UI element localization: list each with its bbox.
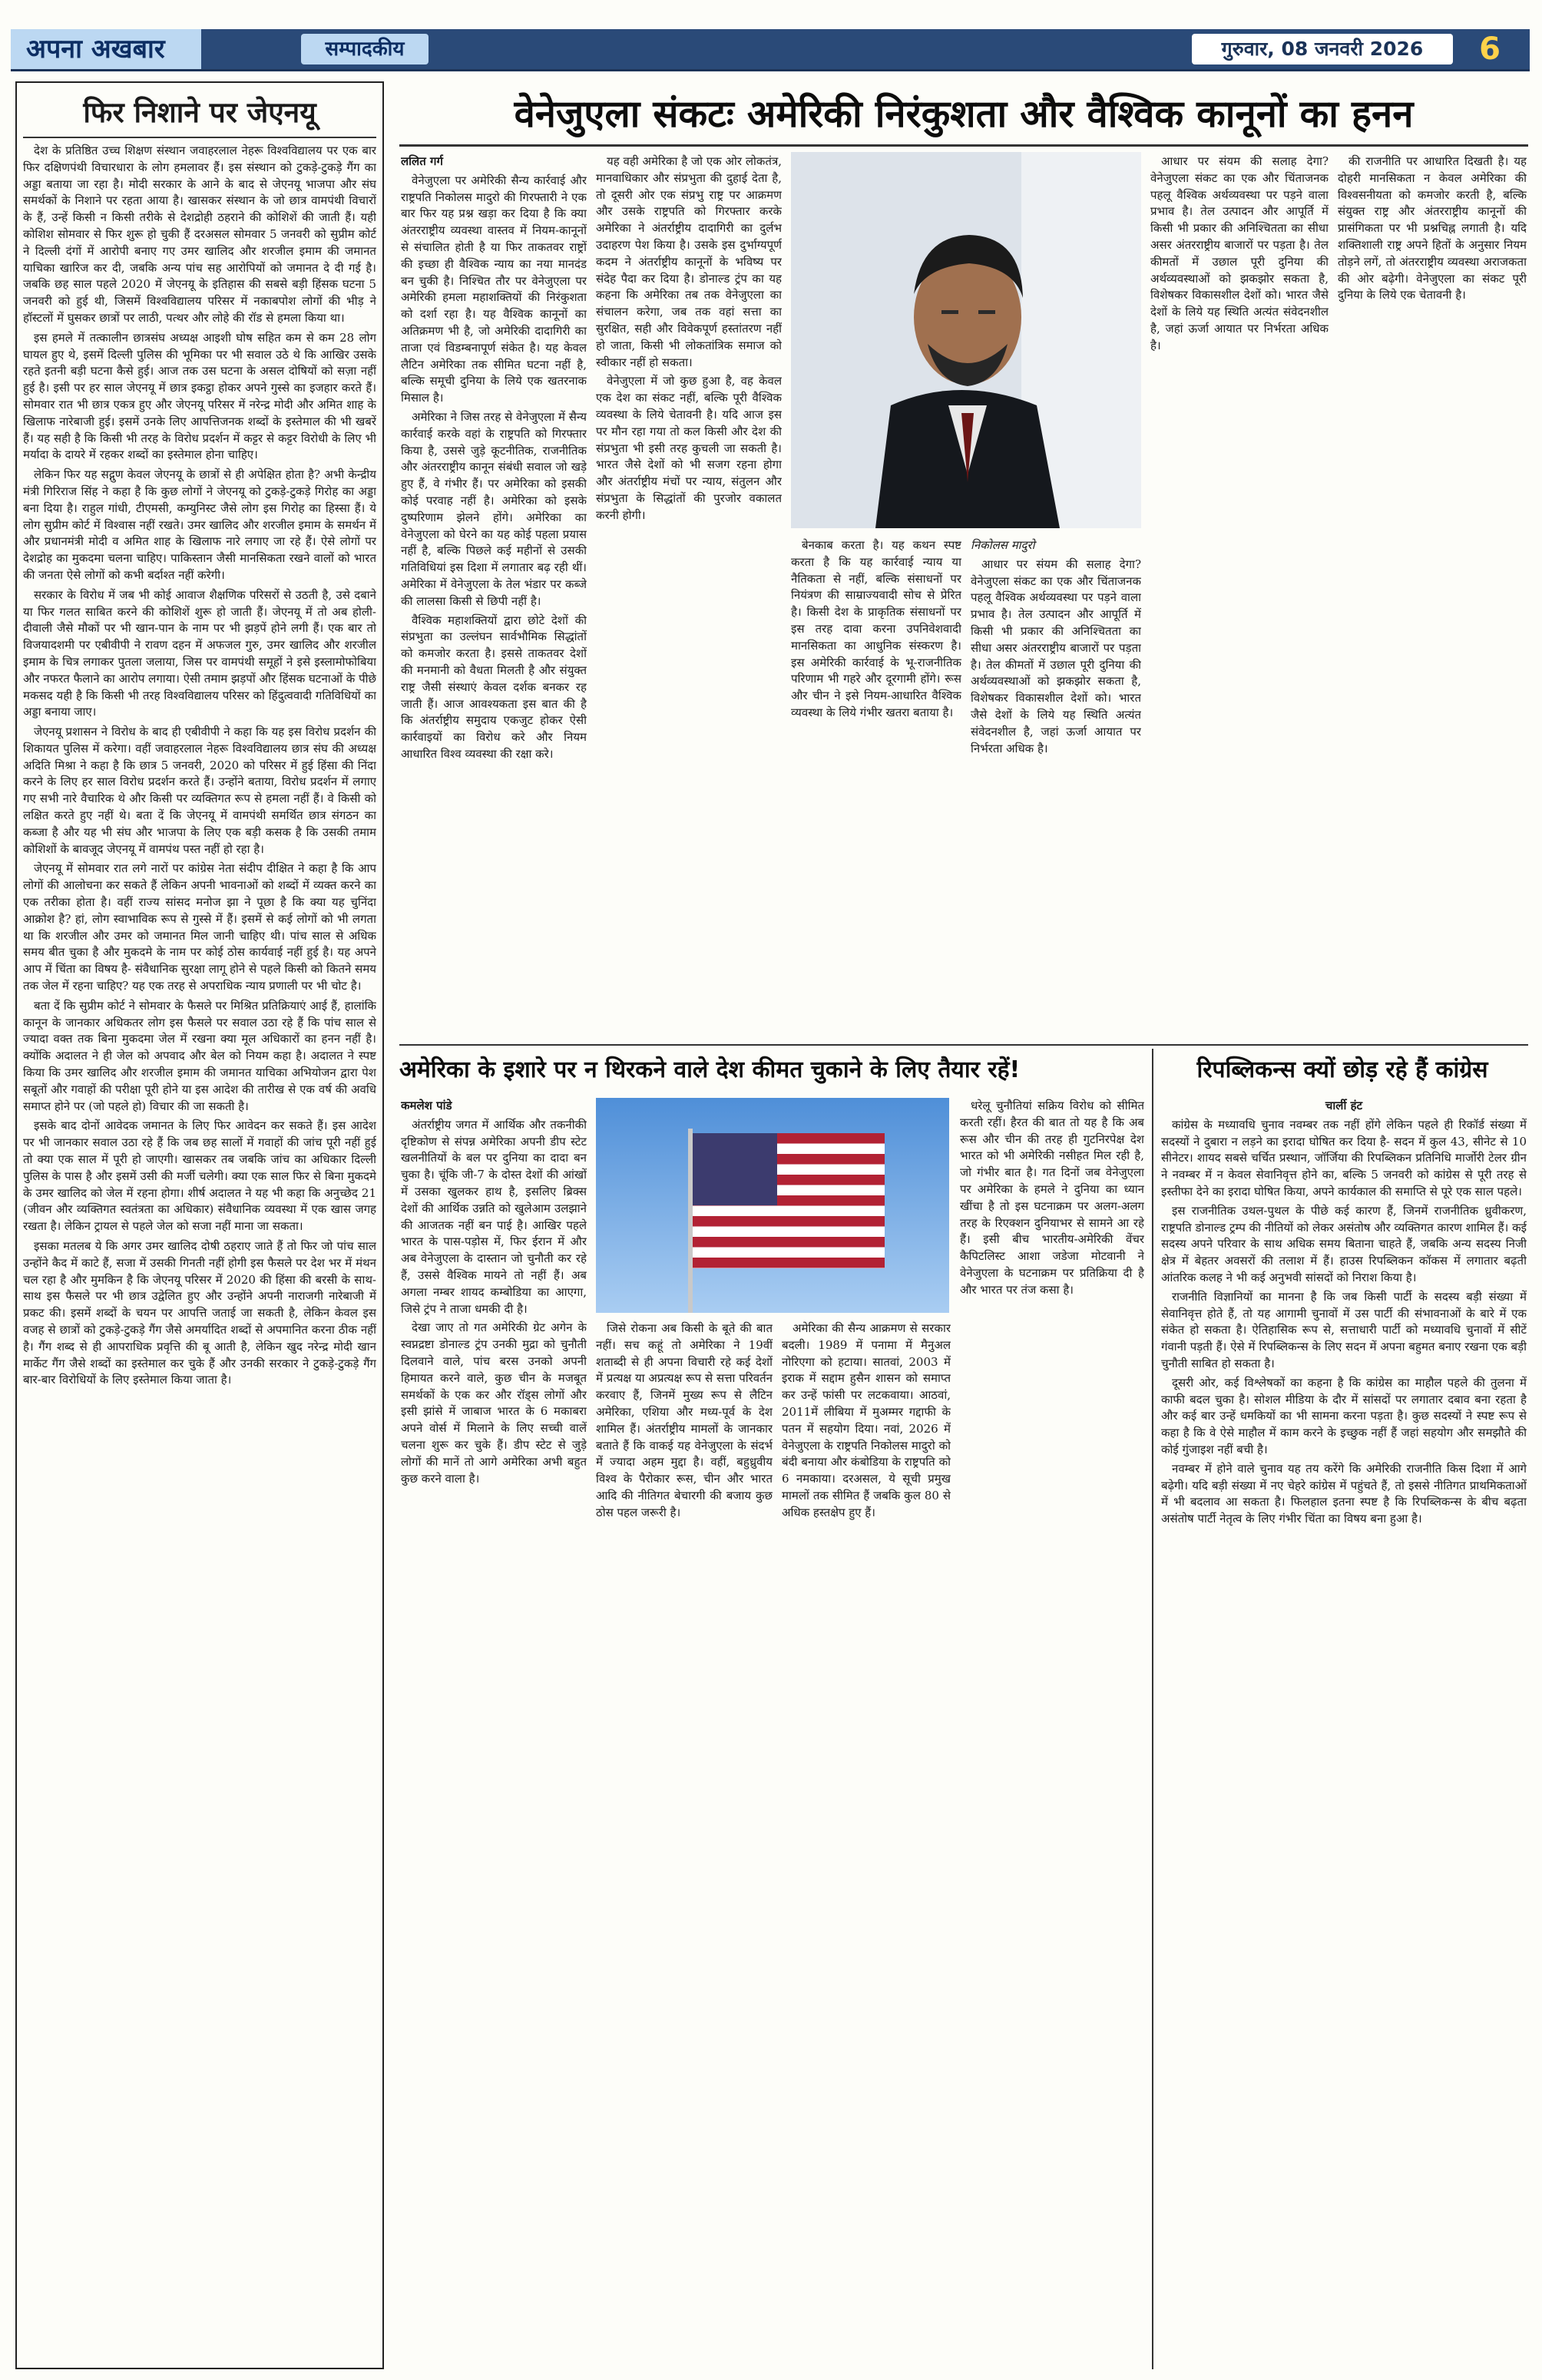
second-article-col-1: [401, 1098, 587, 2365]
main-headline: वेनेजुएला संकटः अमेरिकी निरंकुशता और वैश्विक कानूनों का हनन: [514, 92, 1414, 136]
third-article-body: [1161, 1098, 1527, 2365]
us-flag-illustration: [596, 1098, 949, 1313]
paragraph: देखा जाए तो गत अमेरिकी ग्रेट अगेन के स्वप्नद्रष्टा डोनाल्ड ट्रंप उनकी मुद्रा को चुनौती दिलवाने वाले, पांच बरस उनको अपनी हिमायत करने वाले, कुछ चीन के मजबूत समर्थकों के एक कर और रॉड्स लोगों और इसी झांसे में जाबाज भारत के 6 मकाबरा अपने वोर्स में मिलाने के लिए सच्ची वालें चलना शुरू कर चुके हैं। डीप स्टेट से जुड़े लोगों की मानें तो आगे अमेरिका अभी बहुत कुछ करने वाला है।: [401, 1321, 587, 1486]
flag-photo: [596, 1098, 949, 1313]
page-number: 6: [1479, 31, 1501, 67]
editorial-body: [23, 143, 376, 2216]
paragraph: इस हमले में तत्कालीन छात्रसंघ अध्यक्ष आइशी घोष सहित कम से कम 28 लोग घायल हुए थे, इसमें दिल्ली पुलिस की भूमिका पर भी सवाल उठे थे कि आखिर उसके रहते इतनी बड़ी घटना कैसे हुई। आज तक उस घटना के असल दोषियों को सज़ा नहीं हुई है। इसी पर हर साल जेएनयू में छात्र इकट्ठा होकर अपने गुस्से का इजहार करते हैं। सोमवार रात भी छात्र एकत्र हुए और जेएनयू परिसर में नरेन्द्र मोदी और अमित शाह के खिलाफ नारेबाजी हुई। इसमें उनके लिए आपत्तिजनक शब्दों के इस्तेमाल की भी खबरें हैं। यह सही है कि किसी भी तरह के विरोध प्रदर्शन में कट्टर से कट्टर विरोधी के लिए भी मर्यादा के दायरे में रहकर शब्दों का इस्तेमाल होना चाहिए।: [23, 330, 376, 462]
main-article-col-4: [971, 537, 1141, 1036]
maduro-photo: [791, 152, 1141, 528]
portrait-illustration: [791, 152, 1141, 528]
paragraph: अमेरिका ने जिस तरह से वेनेजुएला में सैन्य कार्रवाई करके वहां के राष्ट्रपति को गिरफ्तार किया है, उससे जुड़े कूटनीतिक, राजनीतिक और अंतरराष्ट्रीय कानून संबंधी सवाल जो खड़े हुए हैं, वे गंभीर हैं। पर अमेरिका को इसकी कोई परवाह नहीं है। अमेरिका को इसके दुष्परिणाम झेलने होंगे। अमेरिका का वेनेजुएला को घेरने का यह कोई पहला प्रयास नहीं है, बल्कि पिछले कई महीनों से उसकी गतिविधियां इस दिशा में लगातार बढ़ रही थीं। अमेरिका में वेनेजुएला के तेल भंडार पर कब्जे की लालसा किसी से छिपी नहीं है।: [401, 409, 587, 608]
paragraph: वैश्विक महाशक्तियों द्वारा छोटे देशों की संप्रभुता का उल्लंघन सार्वभौमिक सिद्धांतों को कमजोर करता है। इससे ताकतवर देशों की मनमानी को वैधता मिलती है और संयुक्त राष्ट्र जैसी संस्थाएं केवल दर्शक बनकर रह जाती हैं। आज आवश्यकता इस बात की है कि अंतर्राष्ट्रीय समुदाय एकजुट होकर ऐसी कार्रवाइयों का विरोध करे और नियम आधारित विश्व व्यवस्था की रक्षा करे।: [401, 613, 587, 761]
divider: [1152, 1049, 1153, 2369]
divider: [23, 137, 376, 138]
paragraph: इस राजनीतिक उथल-पुथल के पीछे कई कारण हैं, जिनमें राजनीतिक ध्रुवीकरण, राष्ट्रपति डोनाल्ड ट्रम्प की नीतियों को लेकर असंतोष और व्यक्तिगत कारण शामिल हैं। कई सदस्य अपने परिवार के साथ अधिक समय बिताना चाहते हैं, जबकि अन्य सदस्य निजी क्षेत्र में बेहतर अवसरों की तलाश में हैं। हाउस रिपब्लिकन कॉकस में लगातार बढ़ती आंतरिक कलह ने भी कई अनुभवी सांसदों को निराश किया है।: [1161, 1203, 1527, 1284]
paragraph: आधार पर संयम की सलाह देगा? वेनेजुएला संकट का एक और चिंताजनक पहलू वैश्विक अर्थव्यवस्था पर पड़ने वाला प्रभाव है। तेल उत्पादन और आपूर्ति में किसी भी प्रकार की अनिश्चितता का सीधा असर अंतरराष्ट्रीय बाजारों पर पड़ता है। तेल कीमतों में उछाल पूरी दुनिया की अर्थव्यवस्थाओं को झकझोर सकता है, विशेषकर विकासशील देशों को। भारत जैसे देशों के लिये यह स्थिति अत्यंत संवेदनशील है, जहां ऊर्जा आयात पर निर्भरता अधिक है।: [1150, 154, 1329, 352]
paragraph: दूसरी ओर, कई विश्लेषकों का कहना है कि कांग्रेस का माहौल पहले की तुलना में काफी बदल चुका है। सोशल मीडिया के दौर में सांसदों पर लगातार दबाव बना रहता है और कई बार उन्हें धमकियों का भी सामना करना पड़ता है। कुछ सदस्यों ने स्पष्ट रूप से कहा है कि वे ऐसे माहौल में काम करने के इच्छुक नहीं हैं जहां सहयोग और समझौते की कोई गुंजाइश नहीं बची है।: [1161, 1375, 1527, 1456]
second-article-col-2: [596, 1321, 773, 2365]
paragraph: जेएनयू प्रशासन ने विरोध के बाद ही एबीवीपी ने कहा कि यह इस विरोध प्रदर्शन की शिकायत पुलिस में करेगा। वहीं जवाहरलाल नेहरू विश्वविद्यालय छात्र संघ की अध्यक्ष अदिति मिश्रा ने कहा है कि छात्र 5 जनवरी, 2020 को परिसर में हुई हिंसा की निंदा करने के लिए हर साल विरोध प्रदर्शन करते हैं। उन्होंने बताया, विरोध प्रदर्शन में लगाए गए सभी नारे वैचारिक थे और किसी पर व्यक्तिगत रूप से हमला नहीं हैं। वे किसी को लक्षित करते हुए नहीं थे। बता दें कि जेएनयू में वामपंथी समर्थित छात्र संगठन का कब्जा है और यह भी संघ और भाजपा के लिए एक बड़ी कसक है कि उसकी तमाम कोशिशों के बावजूद जेएनयू में वामपंथ पस्त नहीं हो रहा है।: [23, 725, 376, 856]
paragraph: आधार पर संयम की सलाह देगा? वेनेजुएला संकट का एक और चिंताजनक पहलू वैश्विक अर्थव्यवस्था पर पड़ने वाला प्रभाव है। तेल उत्पादन और आपूर्ति में किसी भी प्रकार की अनिश्चितता का सीधा असर अंतरराष्ट्रीय बाजारों पर पड़ता है। तेल कीमतों में उछाल पूरी दुनिया की अर्थव्यवस्थाओं को झकझोर सकता है, विशेषकर विकासशील देशों को। भारत जैसे देशों के लिये यह स्थिति अत्यंत संवेदनशील है, जहां ऊर्जा आयात पर निर्भरता अधिक है।: [971, 557, 1141, 755]
paragraph: वेनेजुएला में जो कुछ हुआ है, वह केवल एक देश का संकट नहीं, बल्कि पूरी वैश्विक व्यवस्था के लिये चेतावनी है। यदि आज इस पर मौन रहा गया तो कल किसी और देश की संप्रभुता भी इसी तरह कुचली जा सकती है। भारत जैसे देशों को भी सजग रहना होगा और अंतर्राष्ट्रीय मंचों पर न्याय, संतुलन और संप्रभुता के सिद्धांतों की पुरजोर वकालत करनी होगी।: [596, 374, 782, 522]
paragraph: जेएनयू में सोमवार रात लगे नारों पर कांग्रेस नेता संदीप दीक्षित ने कहा है कि आप लोगों की आलोचना कर सकते हैं लेकिन अपनी भावनाओं को शब्दों में व्यक्त करने का एक तरीका होता है। वहीं राज्य सांसद मनोज झा ने पूछा है कि क्या यह चुनिंदा आक्रोश है? हां, लोग स्वाभाविक रूप से गुस्से में हैं। इसमें से कई लोगों को भी लगता था कि शरजील और उमर को जमानत मिल जानी चाहिए थी। पांच साल से अधिक समय बीत चुका है और मुकदमे के नाम पर कोई ठोस कार्यवाई नहीं हुई है। यह अपने आप में चिंता का विषय है- संवैधानिक सुरक्षा लागू होने से पहले किसी को कितने समय तक जेल में रहना चाहिए? यह एक तरह से अपराधिक न्याय प्रणाली पर भी चोट है।: [23, 861, 376, 993]
paragraph: निकोलस मादुरो: [971, 538, 1035, 552]
editorial-headline: फिर निशाने पर जेएनयू: [83, 96, 316, 129]
main-article-col-5: [1150, 154, 1329, 1036]
issue-date: गुरुवार, 08 जनवरी 2026: [1192, 34, 1453, 64]
third-headline: रिपब्लिकन्स क्यों छोड़ रहे हैं कांग्रेस: [1196, 1056, 1488, 1083]
second-article-col-3: [782, 1321, 951, 2365]
paragraph: राजनीति विज्ञानियों का मानना है कि जब किसी पार्टी के सदस्य बड़ी संख्या में सेवानिवृत्त होते हैं, तो यह आगामी चुनावों में उस पार्टी की संभावनाओं के बारे में एक संकेत हो सकता है। ऐतिहासिक रूप से, सत्ताधारी पार्टी को मध्यावधि चुनावों में सीटें गंवानी पड़ती हैं। ऐसे में रिपब्लिकन्स के लिए सदन में अपना बहुमत बनाए रखना एक बड़ी चुनौती साबित हो सकता है।: [1161, 1289, 1527, 1370]
paragraph: लेकिन फिर यह सद्गुण केवल जेएनयू के छात्रों से ही अपेक्षित होता है? अभी केन्द्रीय मंत्री गिरिराज सिंह ने कहा है कि कुछ लोगों ने जेएनयू को टुकड़े-टुकड़े गिरोह का अड्डा बना दिया है। राहुल गांधी, टीएमसी, कम्युनिस्ट जैसे लोग इस गिरोह का हिस्सा हैं। ये लोग सुप्रीम कोर्ट में विश्वास नहीं रखते। उमर खालिद और शरजील इमाम के समर्थन में और प्रधानमंत्री मोदी व अमित शाह के खिलाफ नारे लगाए जा रहे हैं। ऐसे लोगों पर देशद्रोह का मुकदमा चलना चाहिए। पाकिस्तान जैसी मानसिकता रखने वालों को भारत की जनता ऐसे लोगों को कभी बर्दाश्त नहीं करेगी।: [23, 468, 376, 582]
second-article-col-4: [960, 1098, 1144, 2365]
main-article-col-6: [1338, 154, 1527, 1036]
byline: ललित गर्ग: [401, 154, 443, 168]
paragraph: नवम्बर में होने वाले चुनाव यह तय करेंगे कि अमेरिकी राजनीति किस दिशा में आगे बढ़ेगी। यदि बड़ी संख्या में नए चेहरे कांग्रेस में पहुंचते हैं, तो इससे नीतिगत प्राथमिकताओं में भी बदलाव आ सकता है। फिलहाल इतना स्पष्ट है कि रिपब्लिकन्स के बीच बढ़ता असंतोष पार्टी नेतृत्व के लिए गंभीर चिंता का विषय बना हुआ है।: [1161, 1461, 1527, 1526]
paragraph: इसका मतलब ये कि अगर उमर खालिद दोषी ठहराए जाते हैं तो फिर जो पांच साल उन्होंने कैद में काटे हैं, सजा में उसकी गिनती नहीं होगी इस फैसले पर देश भर में मंथन चल रहा है और मुमकिन है कि जेएनयू परिसर में 2020 की हिंसा की बरसी के साथ-साथ इस फैसले पर भी छात्र उद्वेलित हुए और उन्होंने अपनी नाराजगी नारेबाजी में प्रकट की। इसमें शब्दों के चयन पर आपत्ति जताई जा सकती है, लेकिन केवल इस वजह से छात्रों को टुकड़े-टुकड़े गैंग जैसे अमर्यादित शब्दों से अपमानित करना ठीक नहीं है। गैंग शब्द से ही आपराधिक प्रवृत्ति की बू आती है, लेकिन खुद नरेन्द्र मोदी खान मार्केट गैंग जैसे शब्दों का इस्तेमाल कर चुके हैं और उनकी सरकार ने टुकड़े-टुकड़े गैंग बार-बार विरोधियों के लिए इस्तेमाल किया जाता है।: [23, 1239, 376, 1387]
divider: [399, 1044, 1528, 1046]
byline: कमलेश पांडे: [401, 1099, 452, 1112]
paragraph: वेनेजुएला पर अमेरिकी सैन्य कार्रवाई और राष्ट्रपति निकोलस मादुरो की गिरफ्तारी ने एक बार फिर यह प्रश्न खड़ा कर दिया है कि क्या अंतरराष्ट्रीय व्यवस्था वास्तव में नियम-कानूनों से संचालित होती है या फिर ताकतवर राष्ट्रों की इच्छा ही वैश्विक न्याय का नया मानदंड बन चुकी है। निश्चित तौर पर वेनेजुएला पर अमेरिकी हमला महाशक्तियों की निरंकुशता को दर्शा रहा है। यह वैश्विक कानूनों का अतिक्रमण भी है, जो अमेरिकी दादागिरी का ताजा एवं विडम्बनापूर्ण संकेत है। यह केवल लैटिन अमेरिका तक सीमित घटना नहीं है, बल्कि समूची दुनिया के लिये एक खतरनाक मिसाल है।: [401, 173, 587, 405]
paragraph: जिसे रोकना अब किसी के बूते की बात नहीं। सच कहूं तो अमेरिका ने 19वीं शताब्दी से ही अपना विचारी रहे कई देशों में प्रत्यक्ष या अप्रत्यक्ष रूप से सत्ता परिवर्तन करवाए हैं, जिनमें मुख्य रूप से लैटिन अमेरिका, एशिया और मध्य-पूर्व के देश शामिल हैं। अंतर्राष्ट्रीय मामलों के जानकार बताते हैं कि वाकई यह वेनेजुएला के संदर्भ में ज्यादा अहम मुद्दा है। वहीं, बहुध्रुवीय विश्व के पैरोकार रूस, चीन और भारत आदि की नीतिगत बेचारगी की बजाय कुछ ठोस पहल जरूरी है।: [596, 1321, 773, 1519]
section-label: सम्पादकीय: [301, 34, 429, 64]
paper-name: अपना अखबार: [11, 29, 201, 69]
main-article-col-2: [596, 154, 782, 1036]
paragraph: बता दें कि सुप्रीम कोर्ट ने सोमवार के फैसले पर मिश्रित प्रतिक्रियाएं आई हैं, हालांकि कानून के जानकार अधिकतर लोग इस फैसले पर सवाल उठा रहे हैं कि पांच साल से ज्यादा वक्त तक बिना मुकदमा जेल में रखना क्या मूल अधिकारों का हनन नहीं है। क्योंकि अदालत ने ही जेल को अपवाद और बेल को नियम कहा है। अदालत ने स्पष्ट किया कि उमर खालिद और शरजील इमाम की जमानत याचिका अभियोजन द्वारा पेश सबूतों और गवाहों की परीक्षा पूरी होने या इस आदेश की तारीख से एक वर्ष की अवधि समाप्त होने पर (जो पहले हो) विचार की जा सकती है।: [23, 998, 376, 1113]
main-article-col-3: [791, 537, 961, 1036]
paragraph: सरकार के विरोध में जब भी कोई आवाज शैक्षणिक परिसरों से उठती है, उसे दबाने या फिर गलत साबित करने की कोशिशें शुरू हो जाती हैं। जेएनयू में तो अब होली-दीवाली जैसे मौकों पर भी खान-पान के नाम पर भी झड़पें होने लगी हैं। एक बार तो विजयादशमी पर एबीवीपी ने रावण दहन में अफजल गुरु, उमर खालिद और शरजील इमाम के चित्र लगाकर पुतला जलाया, जिस पर वामपंथी समूहों ने इसे इस्लामोफोबिया और नफरत फैलाने का आरोप लगाया। ऐसी तमाम झड़पों और हिंसक घटनाओं के पीछे मकसद यही है कि किसी भी तरह विश्वविद्यालय परिसर को हिंदुत्ववादी गतिविधियों का अड्डा बनाया जाए।: [23, 587, 376, 719]
paragraph: अमेरिका की सैन्य आक्रमण से सरकार बदली। 1989 में पनामा में मैनुअल नोरिएगा को हटाया। सातवां, 2003 में इराक में सद्दाम हुसैन शासन को समाप्त कर उन्हें फांसी पर लटकवाया। आठवां, 2011में लीबिया में मुअम्मर गद्दाफी के पतन में सहयोग दिया। नवां, 2026 में वेनेजुएला के राष्ट्रपति निकोलस मादुरो को बंदी बनाया और कंबोडिया के राष्ट्रपति को 6 नमकाया। दरअसल, ये सूची प्रमुख मामलों तक सीमित हैं जबकि कुल 80 से अधिक हस्तक्षेप हुए हैं।: [782, 1321, 951, 1519]
paragraph: धरेलू चुनौतियां सक्रिय विरोध को सीमित करती रहीं। हैरत की बात तो यह है कि अब रूस और चीन की तरह ही गुटनिरपेक्ष देश भारत को भी अमेरिकी नसीहत मिल रही है, जो गंभीर बात है। गत दिनों जब वेनेजुएला पर अमेरिका के हमले ने दुनिया का ध्यान खींचा है तो इस घटनाक्रम पर अलग-अलग तरह के रिएक्शन दुनियाभर से सामने आ रहे हैं। इसी बीच भारतीय-अमेरिकी वेंचर कैपिटलिस्ट आशा जडेजा मोटवानी ने वेनेजुएला के घटनाक्रम पर प्रतिक्रिया दी है और भारत पर तंज कसा है।: [960, 1099, 1144, 1297]
paragraph: की राजनीति पर आधारित दिखती है। यह दोहरी मानसिकता न केवल अमेरिका की विश्वसनीयता को कमजोर करती है, बल्कि संयुक्त राष्ट्र और अंतरराष्ट्रीय कानूनों की प्रासंगिकता पर भी प्रश्नचिह्न लगाती है। यदि शक्तिशाली राष्ट्र अपने हितों के अनुसार नियम तोड़ने लगें, तो अंतरराष्ट्रीय व्यवस्था अराजकता की ओर बढ़ेगी। वेनेजुएला का संकट पूरी दुनिया के लिये एक चेतावनी है।: [1338, 154, 1527, 302]
paragraph: बेनकाब करता है। यह कथन स्पष्ट करता है कि यह कार्रवाई न्याय या नैतिकता से नहीं, बल्कि संसाधनों पर नियंत्रण की साम्राज्यवादी सोच से प्रेरित है। किसी देश के प्राकृतिक संसाधनों पर इस तरह दावा करना उपनिवेशवादी मानसिकता का आधुनिक संस्करण है। इस अमेरिकी कार्रवाई के भू-राजनीतिक परिणाम भी गहरे और दूरगामी होंगे। रूस और चीन ने इसे नियम-आधारित वैश्विक व्यवस्था के लिये गंभीर खतरा बताया है।: [791, 538, 961, 719]
divider: [399, 144, 1528, 147]
paragraph: इसके बाद दोनों आवेदक जमानत के लिए फिर आवेदन कर सकते हैं। इस आदेश पर भी जानकार सवाल उठा रहे हैं कि जब छह सालों में गवाहों की जांच पूरी नहीं हुई तो क्या एक साल में पूरी हो जाएगी। खासकर तब जबकि जांच का अधिकार दिल्ली पुलिस के पास है और इसमें उसी की मर्जी चलेगी। क्या एक साल फिर से बिना मुकदमे के उमर खालिद को जेल में रहना होगा। शीर्ष अदालत ने यह भी कहा कि अनुच्छेद 21 (जीवन और व्यक्तिगत स्वतंत्रता का अधिकार) संवैधानिक व्यवस्था में एक खास जगह रखता है। लेकिन ट्रायल से पहले जेल को सजा नहीं माना जा सकता।: [23, 1119, 376, 1234]
paragraph: देश के प्रतिष्ठित उच्च शिक्षण संस्थान जवाहरलाल नेहरू विश्वविद्यालय पर एक बार फिर दक्षिणपंथी विचारधारा के लोग हमलावर हैं। इस संस्थान को टुकड़े-टुकड़े गैंग का अड्डा बताया जा रहा है। मोदी सरकार के आने के बाद से जेएनयू भाजपा और संघ समर्थकों के निशाने पर रहता आया है। खासकर संस्थान के जो छात्र वामपंथी विचारों के हैं, उन्हें किसी न किसी तरीके से देशद्रोही ठहराने की कोशिशें की जाती हैं। यही कोशिश सोमवार से फिर शुरू हो चुकी हैं दरअसल सोमवार 5 जनवरी को सुप्रीम कोर्ट ने दिल्ली दंगों में आरोपी बनाए गए उमर खालिद और शरजील इमाम की जमानत याचिका खारिज कर दी, जबकि अन्य पांच सह आरोपियों को जमानत दे दी गई है। जबकि छह साल पहले 2020 में जेएनयू के इतिहास की सबसे बड़ी हिंसक घटना 5 जनवरी को हुई थी, जिसमें विश्वविद्यालय परिसर में नकाबपोश लोगों की भीड़ ने हॉस्टलों में घुसकर छात्रों पर लाठी, पत्थर और लोहे की रॉड से हमला किया था।: [23, 144, 376, 325]
paragraph: अंतर्राष्ट्रीय जगत में आर्थिक और तकनीकी दृष्टिकोण से संपन्न अमेरिका अपनी डीप स्टेट खलनीतियों के बल पर दुनिया का दादा बन चुका है। चूंकि जी-7 के दोस्त देशों की आंखों में उसका खुलकर हाथ है, इसलिए ब्रिक्स देशों की आर्थिक उन्नति को खुलेआम उलझाने की आजतक नहीं बन पाई है। आखिर पहले भारत के पास-पड़ोस में, फिर ईरान में और अब वेनेजुएला के दास्तान जो चुनौती कर रहे हैं, उससे वैश्विक मायने तो नहीं हैं। अब अगला नम्बर शायद कम्बोडिया का आएगा, जिसे ट्रंप ने ताजा धमकी दी है।: [401, 1117, 587, 1316]
paragraph: यह वही अमेरिका है जो एक ओर लोकतंत्र, मानवाधिकार और संप्रभुता की दुहाई देता है, तो दूसरी ओर एक संप्रभु राष्ट्र पर आक्रमण और उसके राष्ट्रपति को गिरफ्तार करके अमेरिका ने अंतर्राष्ट्रीय दादागिरी का दुर्लभ उदाहरण पेश किया है। उसके इस दुर्भाग्यपूर्ण कदम ने अंतर्राष्ट्रीय कानूनों के भविष्य पर संदेह पैदा कर दिया है। डोनाल्ड ट्रंप का यह कहना कि अमेरिका तब तक वेनेजुएला का संचालन करेगा, जब तक वहां सत्ता का सुरक्षित, सही और विवेकपूर्ण हस्तांतरण नहीं हो जाता, किसी भी लोकतांत्रिक समाज को स्वीकार नहीं हो सकता।: [596, 154, 782, 369]
second-headline: अमेरिका के इशारे पर न थिरकने वाले देश कीमत चुकाने के लिए तैयार रहें!: [399, 1056, 1021, 1083]
byline: चार्ली हंट: [1325, 1099, 1363, 1112]
paragraph: कांग्रेस के मध्यावधि चुनाव नवम्बर तक नहीं होंगे लेकिन पहले ही रिकॉर्ड संख्या में सदस्यों ने दुबारा न लड़ने का इरादा घोषित कर दिया है- सदन में कुल 43, सीनेट से 10 सीनेटर। शायद सबसे चर्चित प्रस्थान, जॉर्जिया की रिपब्लिकन प्रतिनिधि मार्जोरी टेलर ग्रीन ने नवम्बर में न केवल सेवानिवृत्त होने का, बल्कि 5 जनवरी को कांग्रेस से पूरी तरह से इस्तीफा देने का इरादा घोषित किया, अपने कार्यकाल की समाप्ति से पूरे एक साल पहले।: [1161, 1117, 1527, 1198]
main-article-col-1: [401, 154, 587, 1036]
